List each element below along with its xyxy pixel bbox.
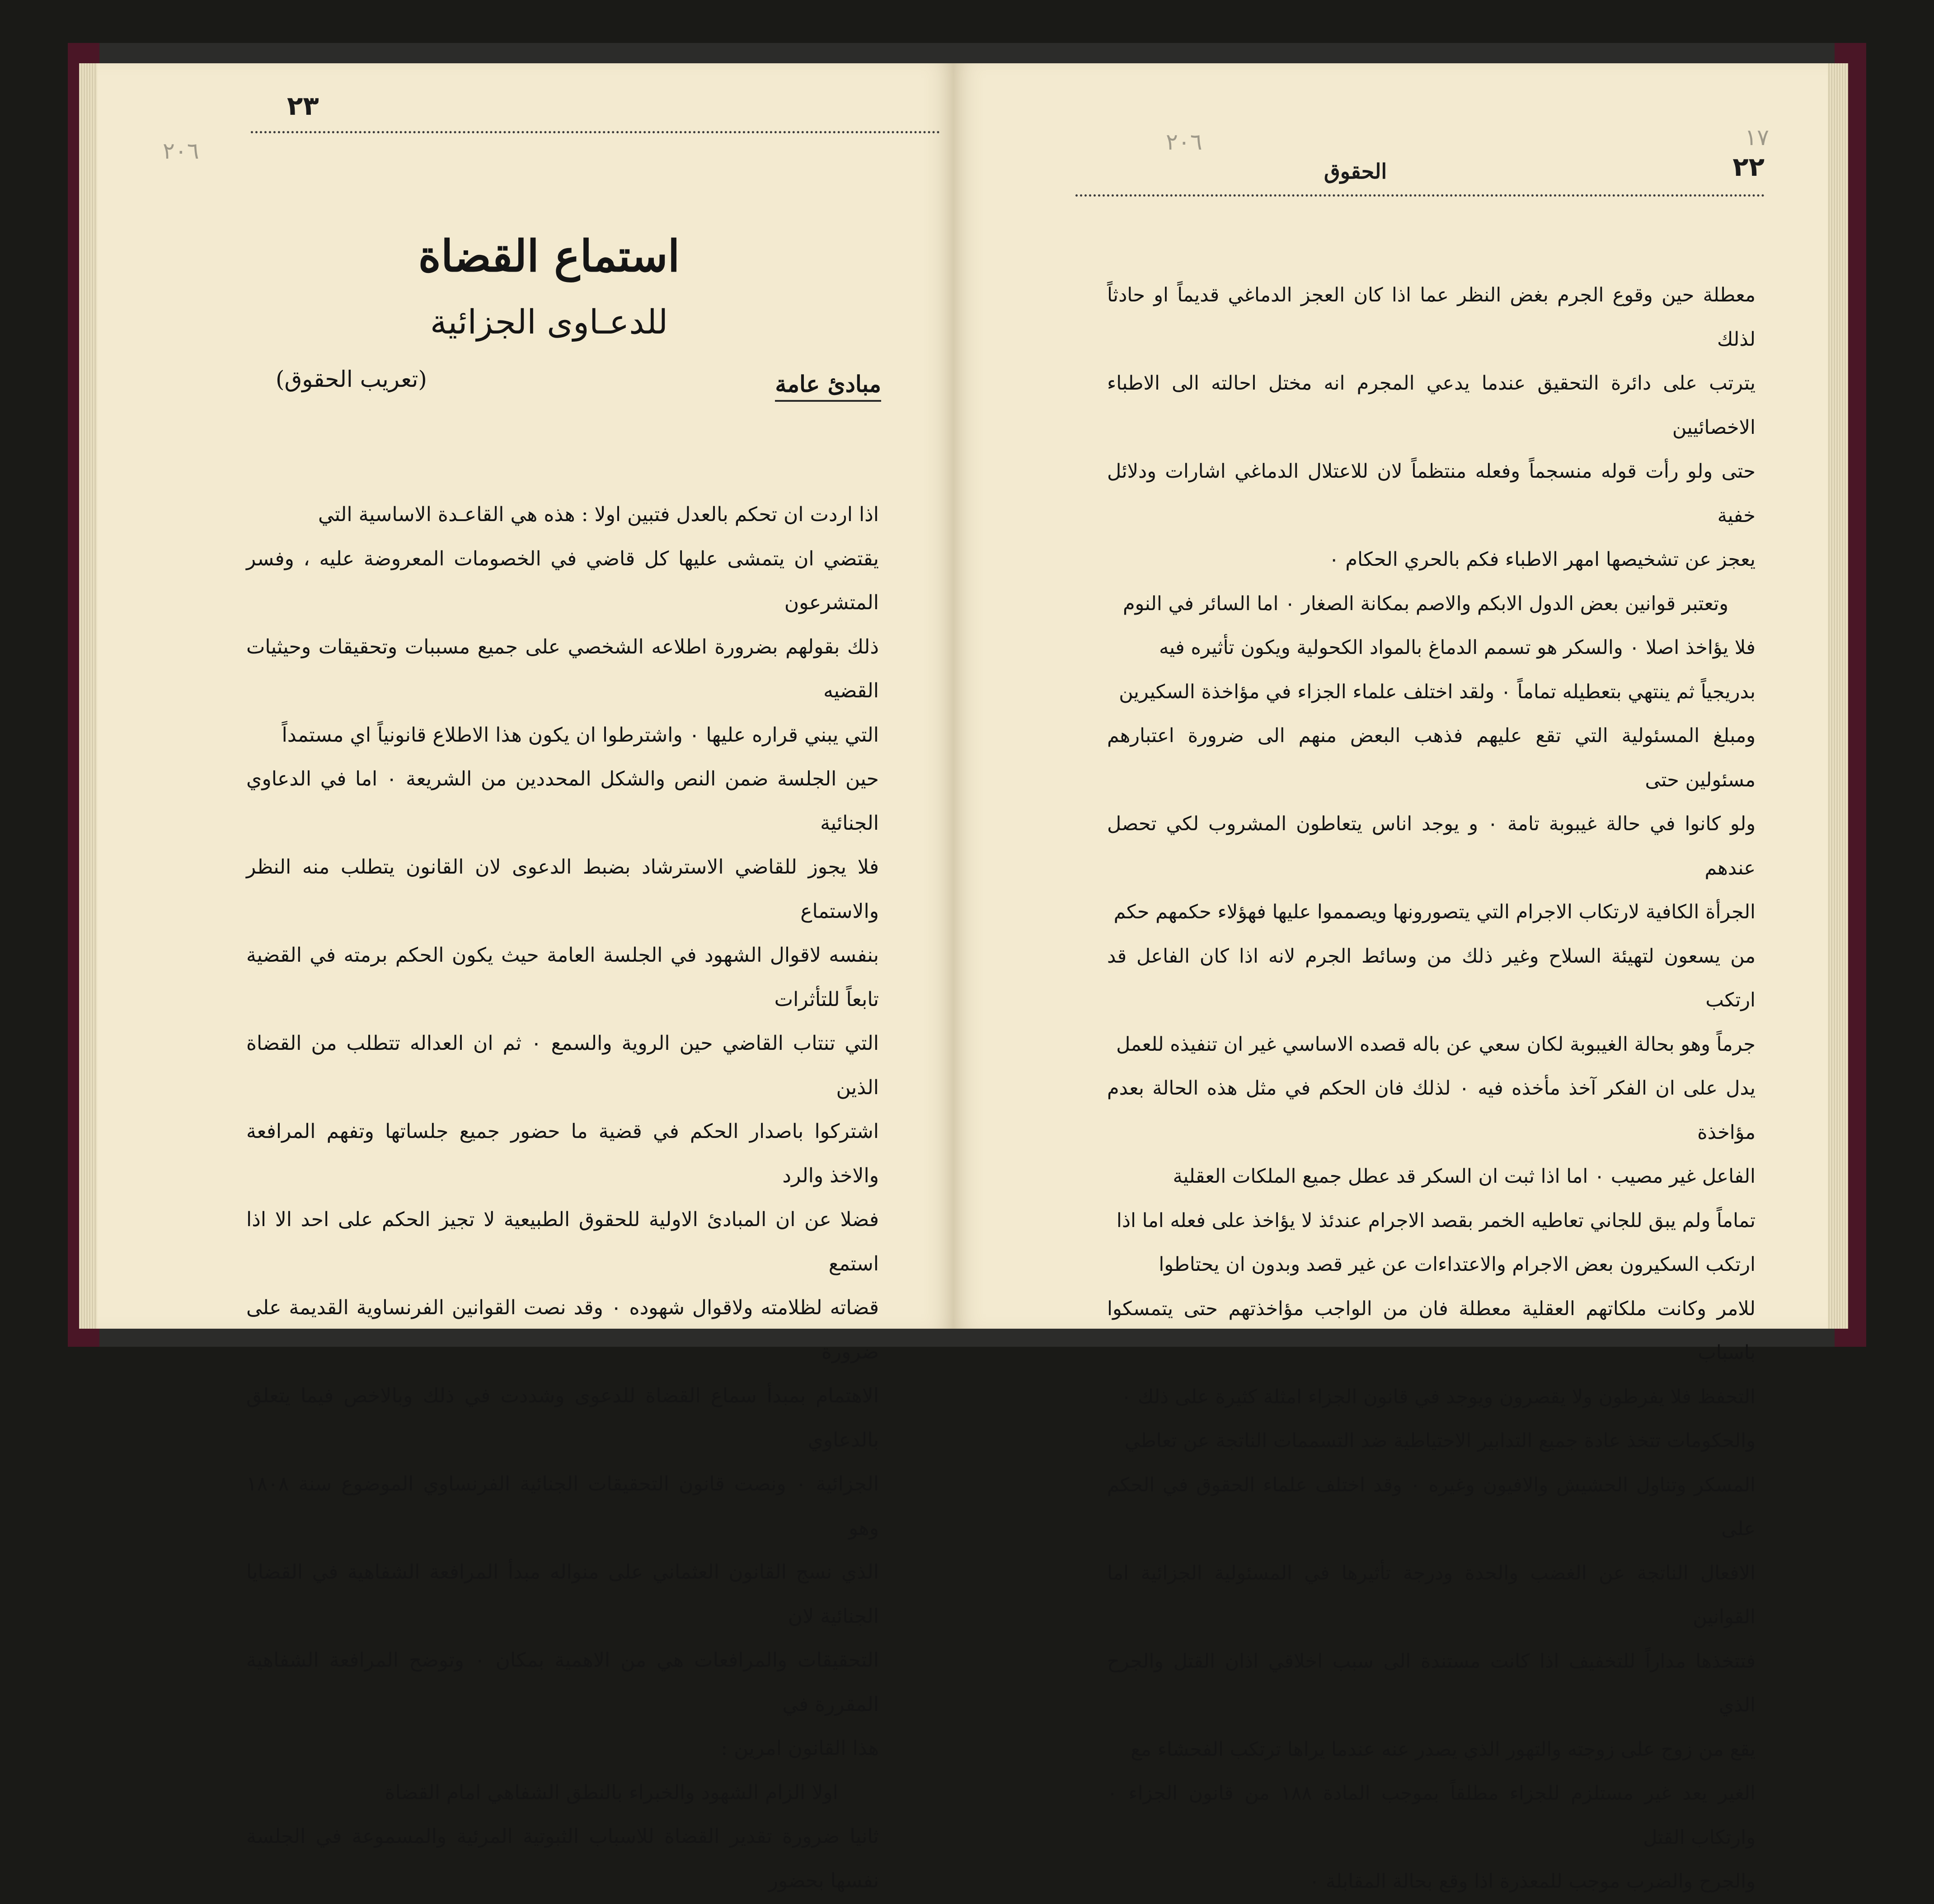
text-line: الجرأة الكافية لارتكاب الاجرام التي يتصورونها ويصمموا عليها فهؤلاء حكمهم حكم [1113, 901, 1756, 923]
text-line: ولو كانوا في حالة غيبوبة تامة ٠ و يوجد اناس يتعاطون المشروب لكي تحصل عندهم [1107, 813, 1756, 879]
translator-note: (تعريب الحقوق) [276, 366, 427, 392]
pencil-page-number-secondary: ٢٠٦ [1166, 129, 1202, 155]
text-line: التي يبني قراره عليها ٠ واشترطوا ان يكون هذا الاطلاع قانونياً اي مستمداً [282, 723, 879, 747]
text-line: الافعال الناتجة عن الغضب والحدة ودرجة تأثيرها في المسئولية الجزائية اما القوانين [1107, 1561, 1756, 1628]
text-line: وتعتبر قوانين بعض الدول الابكم والاصم بمكانة الصغار ٠ اما السائر في النوم [1122, 592, 1728, 615]
left-page [97, 63, 953, 1892]
text-line: اذا اردت ان تحكم بالعدل فتبين اولا : هذه هي القاعـدة الاساسية التي [318, 503, 879, 526]
pencil-page-number: ١٧ [1745, 124, 1769, 150]
text-line: ثانيا ضرورة تقدير القضاة للاسباب الثبوتية المرئية والمسموعة في الجلسة نفسها بحضور [246, 1825, 879, 1892]
text-line: التي تنتاب القاضي حين الروية والسمع ٠ ثم ان العداله تتطلب من القضاة الذين [246, 1032, 879, 1099]
text-line: يترتب على دائرة التحقيق عندما يدعي المجرم انه مختل احالته الى الاطباء الاخصائيين [1107, 372, 1756, 439]
chapter-title: استماع القضاة [418, 230, 680, 282]
text-line: جرماً وهو بحالة الغيبوبة لكان سعي عن باله قصده الاساسي غير ان تنفيذه للعمل [1116, 1033, 1756, 1056]
text-line: بنفسه لاقوال الشهود في الجلسة العامة حيث يكون الحكم برمته في القضية تابعاً للتأثرات [246, 944, 879, 1011]
text-line: الاهتمام بمبدأ سماع القضاة للدعوى وشددت في ذلك وبالاخص فيما يتعلق بالدعاوي [246, 1384, 879, 1452]
text-line: تماماً ولم يبق للجاني تعاطيه الخمر بقصد الاجرام عندئذ لا يؤاخذ على فعله اما اذا [1116, 1209, 1756, 1232]
text-line: الفاعل غير مصيب ٠ اما اذا ثبت ان السكر قد عطل جميع الملكات العقلية [1173, 1165, 1756, 1188]
text-line: اولا الزام الشهود والخبراء بالنطق الشفاهي امام القضاة [385, 1781, 838, 1804]
text-line: حين الجلسة ضمن النص والشكل المحددين من الشريعة ٠ اما في الدعاوي الجنائية [246, 767, 879, 835]
text-line: الغير يعد غير مستلزم للجزاء مطلقاً بموجب المادة ١٨٨ من قانون الجزاء ٠ وارتكاب القتل [1107, 1782, 1756, 1849]
header-rule [1075, 194, 1765, 197]
section-label: مبادئ عامة [775, 371, 881, 402]
text-line: يقع من زوج على زوجته والتهور الذي يصدر عنه عندما يراها ترتكب الفحشاء مع [1131, 1738, 1756, 1761]
chapter-subtitle: للدعـاوى الجزائية [430, 303, 668, 342]
text-line: فلا يؤاخذ اصلا ٠ والسكر هو تسمم الدماغ بالمواد الكحولية ويكون تأثيره فيه [1159, 636, 1756, 659]
text-line: بدريجياً ثم ينتهي بتعطيله تماماً ٠ ولقد اختلف علماء الجزاء في مؤاخذة السكيرين [1119, 680, 1756, 703]
right-body-text [1107, 273, 1756, 1904]
text-line: الجزائية ٠ ونصت قانون التحقيقات الجنائية الفرنساوي الموضوع سنة ١٨٠٨ وهو [246, 1472, 879, 1540]
text-line: المسكر وتناول الحشيش والافيون وغيره ٠ وقد اختلف علماء الحقوق في الحكم على [1107, 1473, 1756, 1540]
text-line: والجرح والضرب موجب للمعذرة اذا وقع بحالة المقابلة ٠ [1309, 1870, 1756, 1893]
page-number: ٢٢ [1732, 151, 1765, 182]
text-line: فتتخذها مداراً للتخفيف اذا كانت مستندة الى سبب اخلاقي اذان القتل والجرح الذي [1107, 1650, 1756, 1716]
pencil-page-number: ٢٠٦ [163, 138, 199, 164]
text-line: من يسعون لتهيئة السلاح وغير ذلك من وسائط الجرم لانه اذا كان الفاعل قد ارتكب [1107, 945, 1756, 1011]
text-line: للامر وكانت ملكاتهم العقلية معطلة فان من الواجب مؤاخذتهم حتى يتمسكوا باسباب [1107, 1297, 1756, 1364]
text-line: هذا القانون امرين : [721, 1737, 879, 1760]
left-body-text [246, 493, 879, 1903]
text-line: والحكومات تتخذ عادة جميع التدابير الاحتياطية ضد التسممات الناتجة عن تعاطي [1124, 1429, 1756, 1452]
text-line: فضلا عن ان المبادئ الاولية للحقوق الطبيعية لا تجيز الحكم على احد الا اذا استمع [246, 1208, 879, 1275]
text-line: ومبلغ المسئولية التي تقع عليهم فذهب البعض منهم الى ضرورة اعتبارهم مسئولين حتى [1107, 724, 1756, 791]
text-line: يعجز عن تشخيصها امهر الاطباء فكم بالحري الحكام ٠ [1328, 548, 1756, 571]
text-line: التحفظ فلا يفرطون ولا يقصرون ويوجد في قانون الجزاء امثلة كثيرة على ذلك ٠ [1121, 1385, 1756, 1408]
text-line: حتى ولو رأت قوله منسجماً وفعله منتظماً لان للاعتلال الدماغي اشارات ودلائل خفية [1107, 460, 1756, 527]
text-line: يقتضي ان يتمشى عليها كل قاضي في الخصومات المعروضة عليه ، وفسر المتشرعون [246, 547, 879, 614]
header-rule [251, 131, 940, 133]
text-line: الذي نسج القانون العثماني على منواله مبدأ المرافعة الشفاهية في القضايا الجنائية لان [246, 1561, 879, 1628]
text-line: قضاته لظلامته ولاقوال شهوده ٠ وقد نصت القوانين الفرنساوية القديمة على ضرورة [246, 1296, 879, 1363]
text-line: ارتكب السكيرون بعض الاجرام والاعتداءات عن غير قصد وبدون ان يحتاطوا [1159, 1253, 1756, 1276]
text-line: ذلك بقولهم بضرورة اطلاعه الشخصي على جميع مسببات وتحقيقات وحيثيات القضيه [246, 635, 879, 702]
right-page [953, 63, 1828, 1893]
page-number: ٢٣ [287, 90, 319, 121]
text-line: يدل على ان الفكر آخذ مأخذه فيه ٠ لذلك فان الحكم في مثل هذه الحالة بعدم مؤاخذة [1107, 1077, 1756, 1144]
running-title: الحقوق [1324, 159, 1387, 183]
text-line: معطلة حين وقوع الجرم بغض النظر عما اذا كان العجز الدماغي قديماً او حادثاً لذلك [1107, 284, 1756, 351]
text-line: فلا يجوز للقاضي الاسترشاد بضبط الدعوى لان القانون يتطلب منه النظر والاستماع [246, 856, 879, 923]
text-line: التحقيقات والمرافعات هي من الاهمية بمكان ٠ وتوضح المرافعة الشفاهية المقررة في [246, 1649, 879, 1716]
text-line: اشتركوا باصدار الحكم في قضية ما حضور جميع جلساتها وتفهم المرافعة والاخذ والرد [246, 1120, 879, 1187]
